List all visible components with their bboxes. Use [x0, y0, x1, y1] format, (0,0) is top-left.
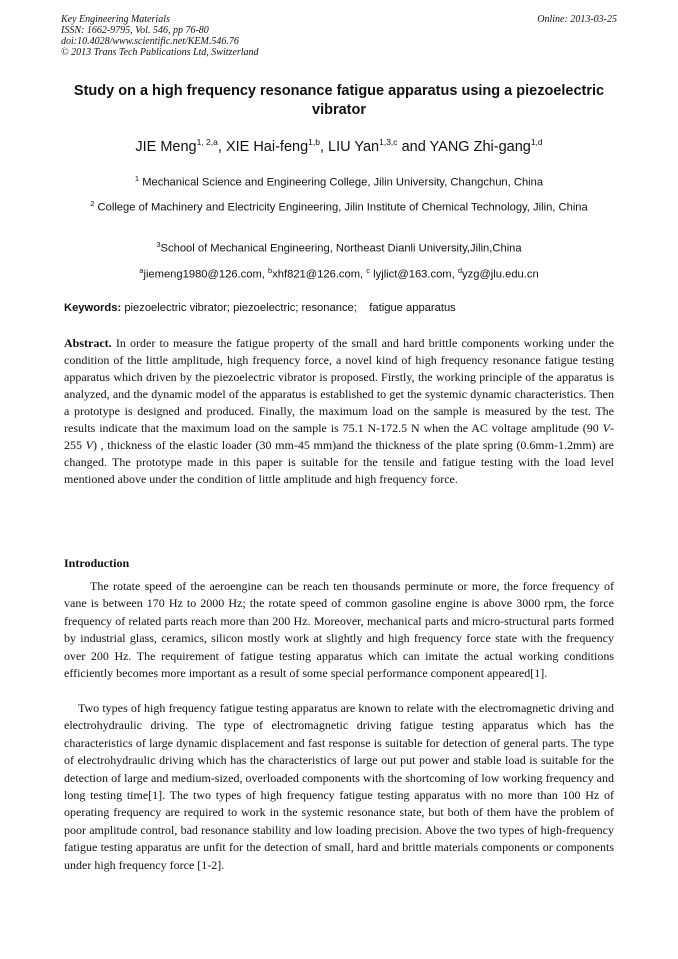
author-affiliation-marker: 1,d — [530, 137, 543, 147]
affiliation-marker: 1 — [134, 174, 140, 183]
author-name: JIE Meng — [135, 138, 197, 155]
affiliation-2 — [64, 195, 614, 217]
abstract-text: In order to measure the fatigue property of the small and hard brittle components working under the condition of the little amplitude, high frequency force, a novel kind of high frequency resonance fatigue testing apparatus which driven by the piezoelectric vibrator is proposed. Firstly, the working principle of the apparatus is analyzed, and the dynamic model of the apparatus is established to get the systemic dynamic characteristics. Then a prototype is designed and produced. Finally, the maximum load on the sample is measured by the test. The results indicate that the maximum load on the sample is 75.1 N-172.5 N when the AC voltage amplitude (90 — [64, 336, 614, 435]
keywords-text: piezoelectric vibrator; piezoelectric; resonance; fatigue apparatus — [124, 302, 456, 314]
email-marker: d — [457, 266, 463, 275]
author-name: LIU Yan — [328, 138, 380, 155]
email-marker: c — [366, 266, 371, 275]
keywords-label: Keywords: — [64, 302, 122, 314]
author-list — [64, 133, 614, 156]
email-address: yzg@jlu.edu.cn — [462, 268, 539, 281]
affiliation-marker: 2 — [90, 199, 95, 208]
author-emails — [64, 262, 614, 284]
email-marker: b — [268, 266, 273, 275]
author-name: YANG Zhi-gang — [429, 138, 531, 155]
email-address: jiemeng1980@126.com, — [143, 268, 269, 281]
abstract-unit: V — [85, 438, 93, 452]
affiliation-1 — [64, 170, 614, 192]
issn-line: ISSN: 1662-9795, Vol. 546, pp 76-80 — [61, 25, 209, 36]
abstract-text: ) , thickness of the elastic loader (30 mm-45 mm)and the thickness of the plate spring (0.6mm-1.2mm) are changed. The prototype made in this paper is suitable for the tensile and fatigue testing with the load level mentioned above under the condition of little amplitude and high frequency force. — [64, 438, 614, 486]
copyright-line: © 2013 Trans Tech Publications Ltd, Switzerland — [61, 47, 259, 58]
author-affiliation-marker: 1,3,c — [379, 137, 398, 147]
keywords — [64, 301, 614, 316]
abstract-label: Abstract. — [64, 336, 112, 350]
author-conjunction: and — [397, 138, 430, 155]
author-name: XIE Hai-feng — [225, 138, 309, 155]
online-date: Online: 2013-03-25 — [537, 14, 617, 25]
doi-line: doi:10.4028/www.scientific.net/KEM.546.76 — [61, 36, 239, 47]
section-heading-introduction: Introduction — [64, 556, 130, 570]
author-separator: , — [319, 138, 329, 155]
affiliation-3 — [64, 236, 614, 258]
abstract-text: -255 — [64, 421, 614, 452]
affiliation-marker: 3 — [156, 240, 161, 249]
author-separator: , — [217, 138, 226, 155]
email-marker: a — [139, 266, 144, 275]
intro-paragraph-1: The rotate speed of the aeroengine can be reach ten thousands perminute or more, the force frequency of vane is between 170 Hz to 2000 Hz; the rotate speed of common gasoline engine is above 3000 rpm, the force frequency of related parts reach more than 200 Hz. Moreover, mechanical parts and micro-structural parts formed by industrial glass, ceramics, silicon mostly work at slightly and high frequency force state with the frequency over 200 Hz. The requirement of fatigue testing apparatus which can imitate the actual working conditions efficiently becomes more important as a result of some special performance component appeared[1]. — [64, 579, 614, 681]
author-affiliation-marker: 1, 2,a — [196, 137, 218, 147]
affiliation-text: School of Mechanical Engineering, Northeast Dianli University,Jilin,China — [160, 242, 522, 255]
paper-title: Study on a high frequency resonance fatigue apparatus using a piezoelectric vibrator — [73, 83, 605, 118]
intro-paragraph-2: Two types of high frequency fatigue testing apparatus are known to relate with the electromagnetic driving and electrohydraulic driving. The type of electromagnetic driving fatigue testing apparatus which has the characteristics of large dynamic displacement and fast response is suitable for detection of general parts. The type of electrohydraulic driving which has the characteristics of large out put power and stable load is suitable for the detection of large and medium-sized, overloaded components with the shortcoming of low working frequency and long testing time[1]. The two types of high frequency fatigue testing apparatus with no more than 100 Hz of operating frequency are required to work in the systemic resonance state, but both of them have the problem of poor amplitude control, bad resonance stability and low loading precision. Above the two types of high-frequency fatigue testing apparatus are unfit for the detection of small, hard and brittle materials components or components under high frequency force [1-2]. — [64, 701, 614, 872]
abstract-unit: V — [602, 421, 610, 435]
affiliation-text: Mechanical Science and Engineering College, Jilin University, Changchun, China — [142, 176, 544, 189]
author-affiliation-marker: 1,b — [308, 137, 320, 147]
email-address: xhf821@126.com, — [272, 268, 367, 281]
email-address: lyjlict@163.com, — [373, 268, 458, 281]
abstract — [64, 335, 614, 488]
affiliation-text: College of Machinery and Electricity Engineering, Jilin Institute of Chemical Technology, Jilin, China — [97, 201, 588, 214]
journal-header — [61, 14, 617, 58]
journal-name: Key Engineering Materials — [61, 14, 170, 25]
